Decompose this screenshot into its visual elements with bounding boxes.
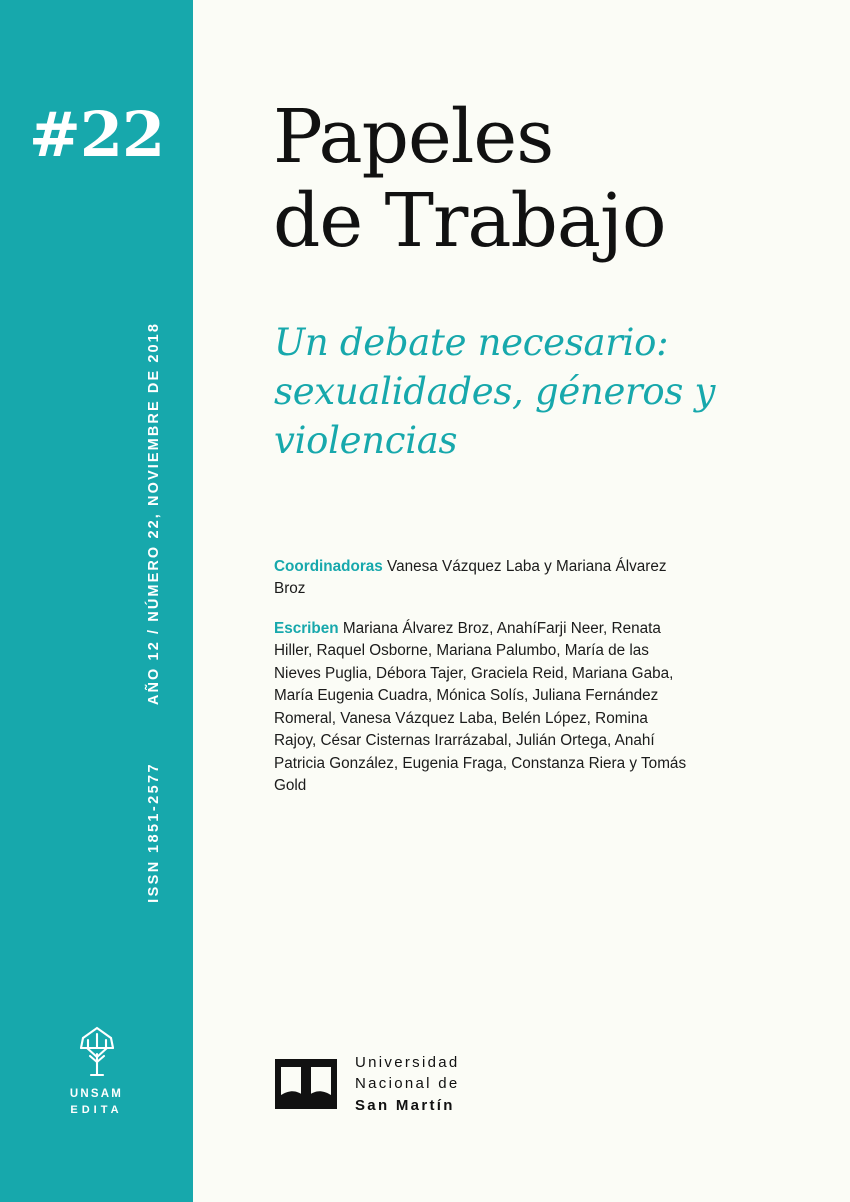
authors-names: Mariana Álvarez Broz, AnahíFarji Neer, Renata Hiller, Raquel Osborne, Mariana Palumbo, María de las Nieves Puglia, Débora Tajer, Graciela Reid, Mariana Gaba, María Eugenia Cuadra, Mónica Solís, Juliana Fernández Romeral, Vanesa Vázquez Laba, Belén López, Romina Rajoy, César Cisternas Irarrázabal, Julián Ortega, Anahí Patricia González, Eugenia Fraga, Constanza Riera y Tomás Gold xyxy=(274,619,687,795)
publisher-imprint: EDITA xyxy=(70,1103,123,1116)
issue-date-meta: AÑO 12 / NÚMERO 22, NOVIEMBRE DE 2018 xyxy=(146,322,162,706)
journal-title xyxy=(273,96,813,263)
coordinators-label: Coordinadoras xyxy=(274,558,383,575)
issue-number: #22 xyxy=(28,98,165,171)
credits-block xyxy=(274,556,694,798)
university-logo-text xyxy=(355,1052,460,1116)
university-logo-line-3: San Martín xyxy=(355,1096,455,1114)
university-logo-line-1: Universidad xyxy=(355,1054,460,1071)
issn-meta: ISSN 1851-2577 xyxy=(146,762,162,903)
issue-subtitle: Un debate necesario: sexualidades, géneros y violencias xyxy=(274,321,716,463)
journal-title-line-1: Papeles xyxy=(273,94,554,180)
unsam-edita-logo xyxy=(0,1024,193,1116)
open-book-icon xyxy=(275,1059,337,1109)
university-logo-line-2: Nacional de xyxy=(355,1075,460,1093)
coordinators-names: Vanesa Vázquez Laba y Mariana Álvarez Broz xyxy=(274,558,667,598)
journal-title-line-2: de Trabajo xyxy=(273,177,666,264)
coordinators-credit xyxy=(274,556,694,601)
publisher-name: UNSAM xyxy=(69,1088,124,1100)
tree-icon xyxy=(74,1024,120,1076)
cover-sidebar xyxy=(0,0,193,1202)
authors-label: Escriben xyxy=(274,619,339,637)
authors-credit xyxy=(274,618,694,798)
cover-content xyxy=(193,0,850,1202)
university-logo xyxy=(275,1052,460,1116)
